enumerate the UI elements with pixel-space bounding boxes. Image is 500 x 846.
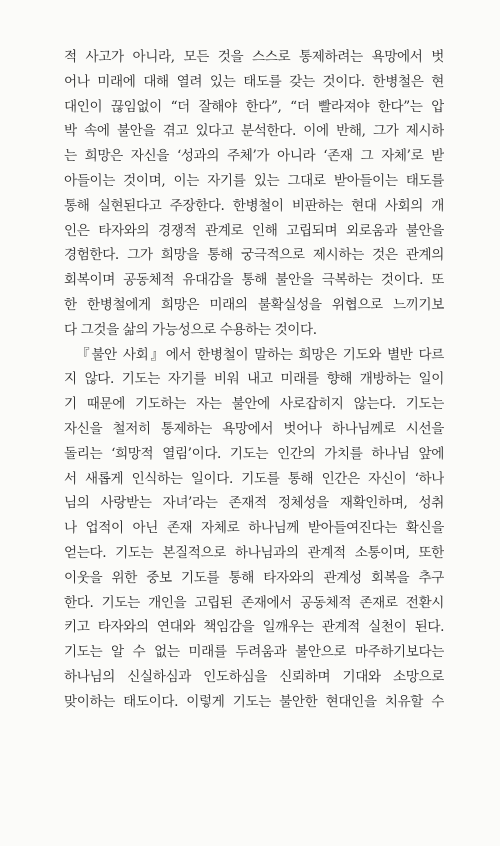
text-line: 기도는 알 수 없는 미래를 두려움과 불안으로 마주하기보다는: [64, 644, 444, 661]
body-text: [64, 45, 444, 715]
text-line: 인은 타자와의 경쟁적 관계로 인해 고립되며 외로움과 불안을: [64, 222, 444, 239]
text-line: 돌리는 ‘희망적 열림’이다. 기도는 인간의 가치를 하나님 앞에: [64, 445, 444, 462]
text-line: 얻는다. 기도는 본질적으로 하나님과의 관계적 소통이며, 또한: [64, 544, 444, 561]
text-line: 키고 타자와의 연대와 책임감을 일깨우는 관계적 실천이 된다.: [64, 619, 444, 636]
text-line: 대인이 끊임없이 “더 잘해야 한다”, “더 빨라져야 한다”는 압: [64, 98, 444, 115]
paragraph-start-line: 『불안 사회』에서 한병철이 말하는 희망은 기도와 별반 다르: [76, 346, 444, 363]
text-line: 이웃을 위한 중보 기도를 통해 타자와의 관계성 회복을 추구: [64, 569, 444, 586]
text-line: 한 한병철에게 희망은 미래의 불확실성을 위협으로 느끼기보: [64, 296, 444, 313]
text-line: 회복이며 공동체적 유대감을 통해 불안을 극복하는 것이다. 또: [64, 272, 444, 289]
text-line: 기 때문에 기도하는 자는 불안에 사로잡히지 않는다. 기도는: [64, 396, 444, 413]
text-line: 통해 실현된다고 주장한다. 한병철이 비판하는 현대 사회의 개: [64, 197, 444, 214]
text-line: 하나님의 신실하심과 인도하심을 신뢰하며 기대와 소망으로: [64, 668, 444, 685]
text-line: 서 새롭게 인식하는 일이다. 기도를 통해 인간은 자신이 ‘하나: [64, 470, 444, 487]
text-line: 자신을 철저히 통제하는 욕망에서 벗어나 하나님께로 시선을: [64, 420, 444, 437]
text-line: 적 사고가 아니라, 모든 것을 스스로 통제하려는 욕망에서 벗: [64, 49, 444, 65]
text-line: 맞이하는 태도이다. 이렇게 기도는 불안한 현대인을 치유할 수: [64, 693, 444, 710]
text-line: 경험한다. 그가 희망을 통해 궁극적으로 제시하는 것은 관계의: [64, 247, 444, 264]
text-line: 님의 사랑받는 자녀’라는 존재적 정체성을 재확인하며, 성취: [64, 495, 444, 512]
text-line: 박 속에 불안을 겪고 있다고 분석한다. 이에 반해, 그가 제시하: [64, 123, 444, 140]
text-line: 한다. 기도는 개인을 고립된 존재에서 공동체적 존재로 전환시: [64, 594, 444, 611]
text-line: 나 업적이 아닌 존재 자체로 하나님께 받아들여진다는 확신을: [64, 520, 444, 537]
text-line: 아들이는 것이며, 이는 자기를 있는 그대로 받아들이는 태도를: [64, 172, 444, 189]
text-line: 어나 미래에 대해 열려 있는 태도를 갖는 것이다. 한병철은 현: [64, 73, 444, 90]
paragraph-end-line: 다 그것을 삶의 가능성으로 수용하는 것이다.: [64, 321, 317, 338]
text-line: 지 않다. 기도는 자기를 비워 내고 미래를 향해 개방하는 일이: [64, 371, 444, 388]
text-line: 는 희망은 자신을 ‘성과의 주체’가 아니라 ‘존재 그 자체’로 받: [64, 148, 444, 165]
